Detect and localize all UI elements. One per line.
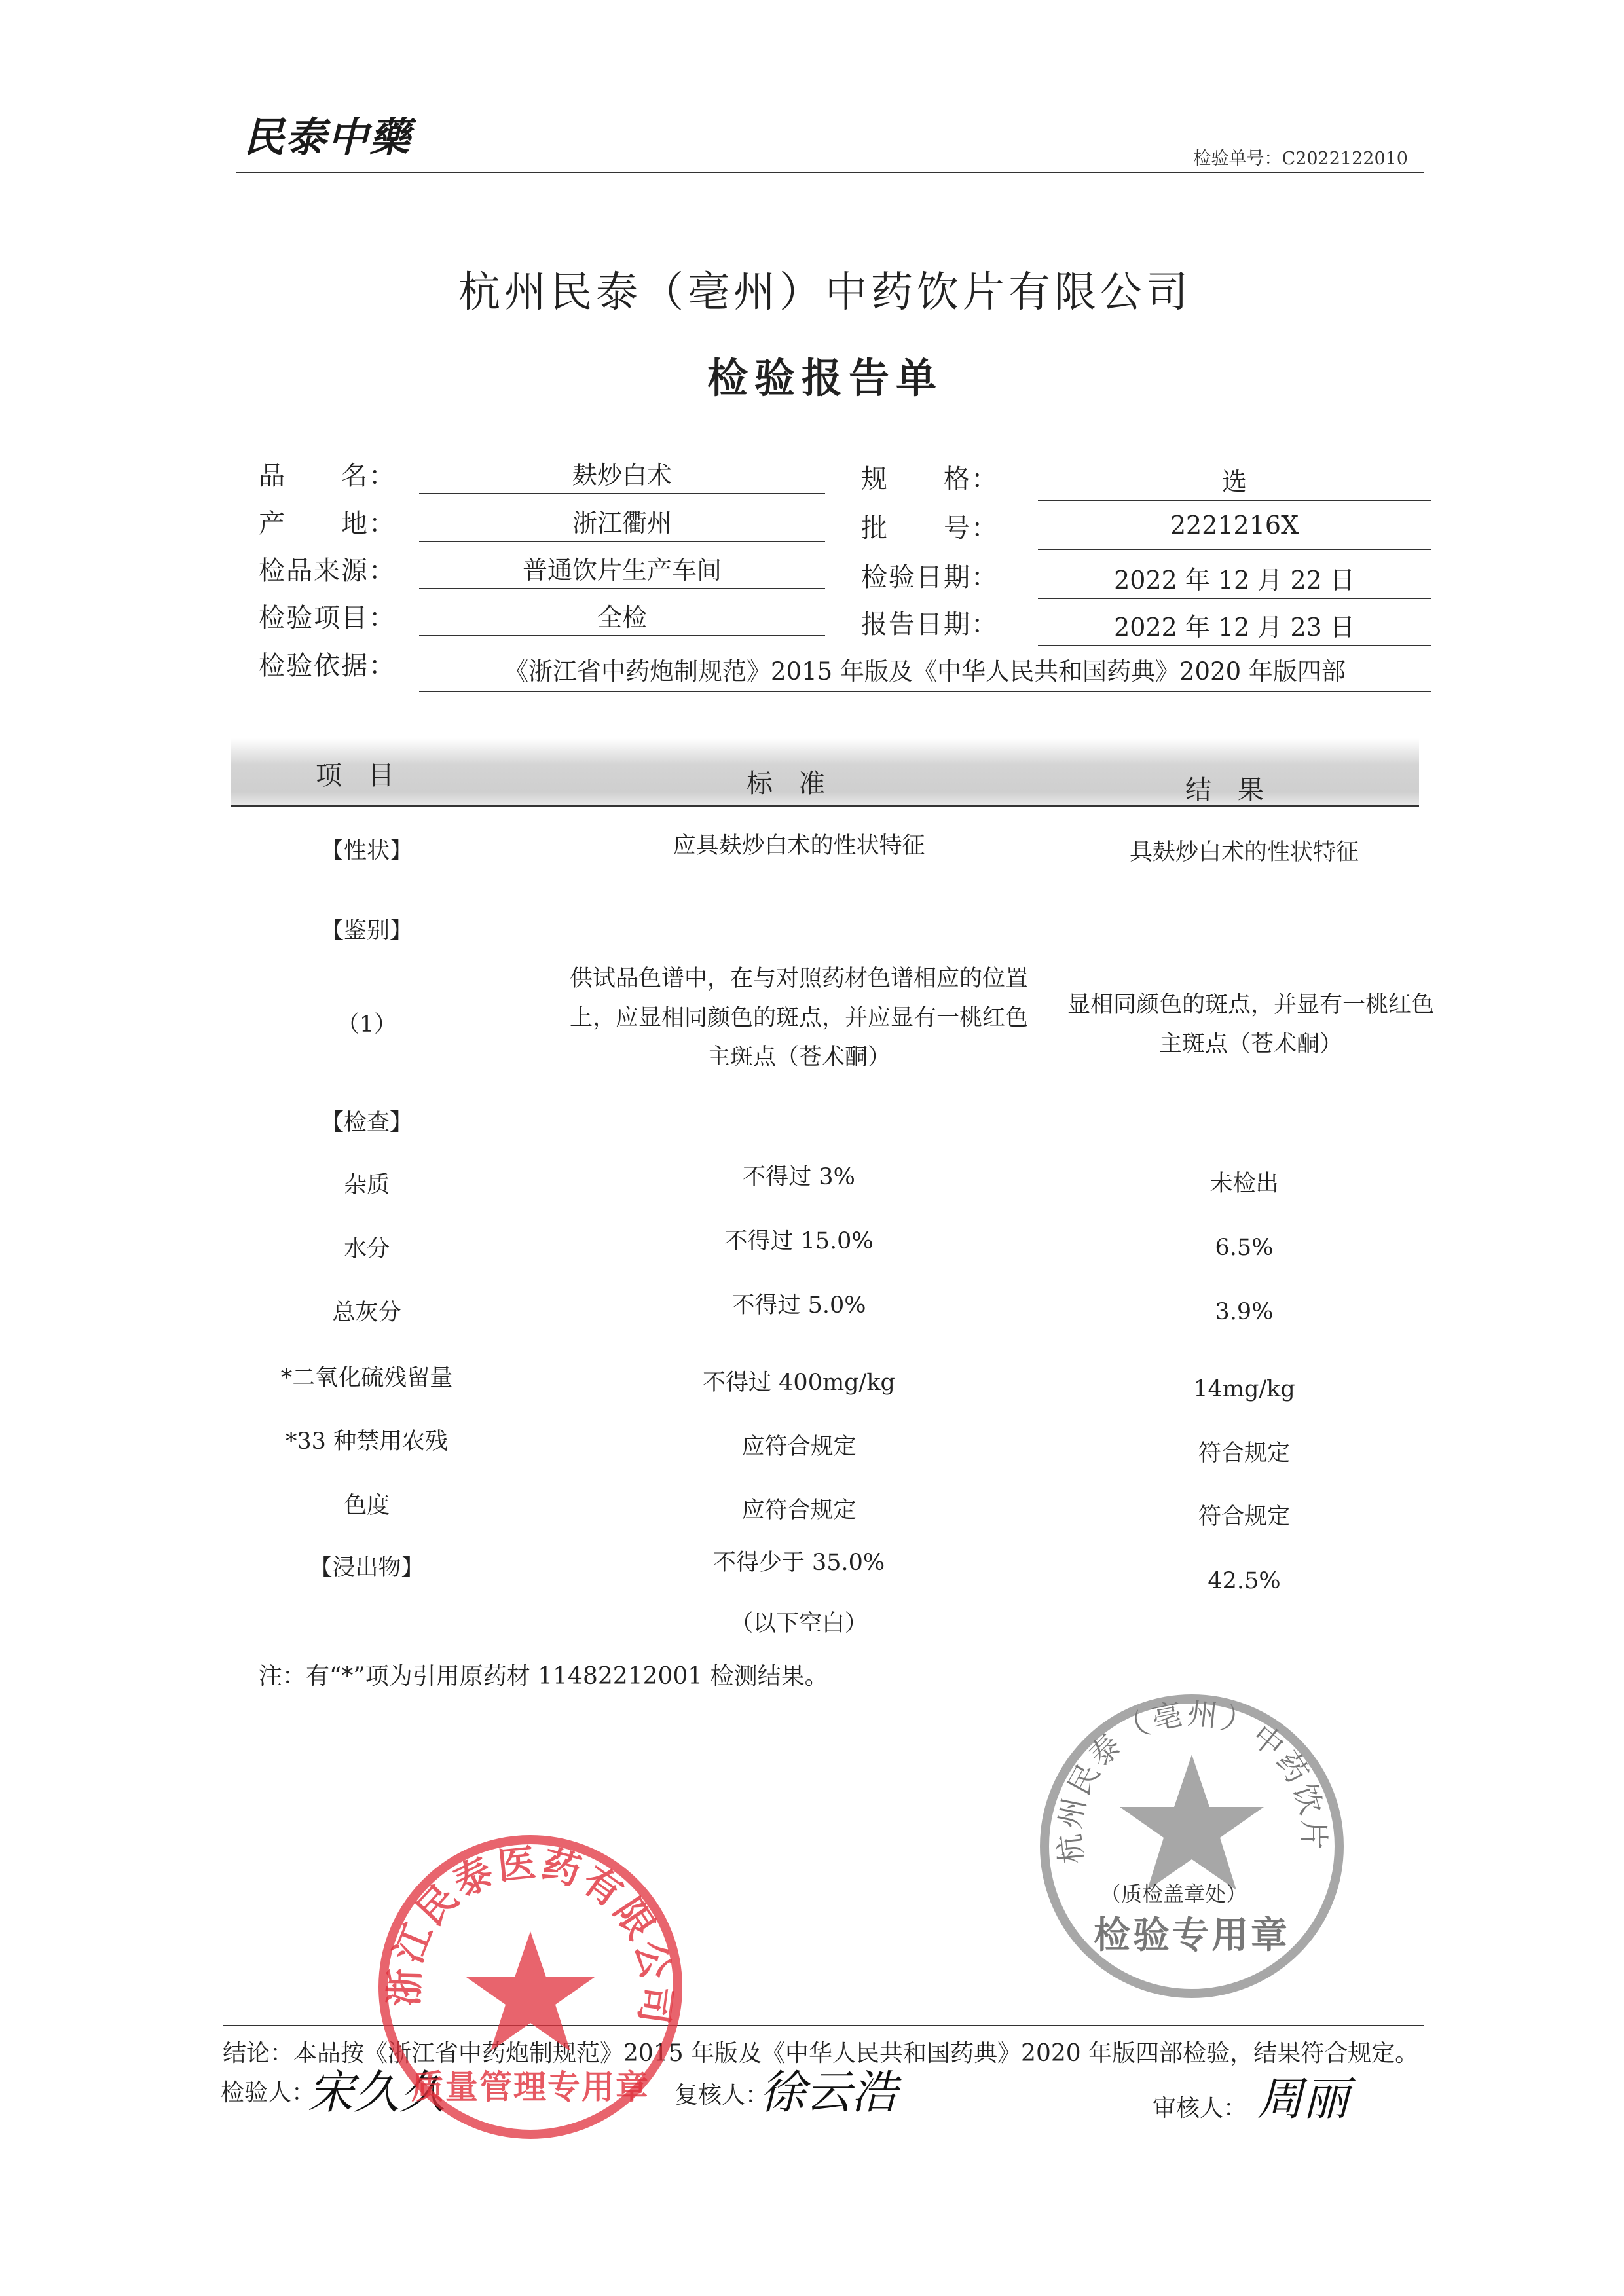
row-color-result: 符合规定 — [1198, 1504, 1290, 1530]
row-identification-item: 【鉴别】 — [320, 918, 413, 944]
test-date-value: 2022 年 12 月 22 日 — [1038, 560, 1431, 599]
items-label: 检验项目： — [259, 603, 396, 633]
inspector-signature: 宋久久 — [308, 2066, 445, 2119]
row-moisture-standard: 不得过 15.0% — [724, 1228, 874, 1254]
row-extract-standard: 不得少于 35.0% — [712, 1550, 885, 1576]
row-pesticide-result: 符合规定 — [1198, 1440, 1290, 1467]
row-pesticide-standard: 应符合规定 — [741, 1434, 857, 1460]
test-date-label: 检验日期： — [861, 562, 999, 592]
row-ash-result: 3.9% — [1215, 1299, 1274, 1325]
qc-stamp — [1038, 1692, 1346, 2000]
reviewer-signature: 徐云浩 — [760, 2066, 897, 2119]
header-rule — [236, 172, 1424, 173]
row-ash-item: 总灰分 — [332, 1300, 401, 1326]
footnote: 注：有“*”项为引用原药材 11482212001 检测结果。 — [259, 1663, 828, 1690]
product-name-value: 麸炒白术 — [419, 455, 825, 494]
row-appearance-item: 【性状】 — [320, 838, 413, 864]
qc-stamp-graphic — [1038, 1692, 1346, 2000]
spec-label: 规 格： — [861, 464, 999, 494]
company-logo: 民泰中藥 — [244, 113, 412, 161]
source-label: 检品来源： — [259, 556, 396, 586]
row-identification-1-result: 显相同颜色的斑点，并显有一桃红色主斑点（苍术酮） — [1067, 992, 1435, 1057]
qa-stamp-outer-text: 浙江民泰医药有限公司 — [382, 1840, 680, 2030]
row-extract-result: 42.5% — [1208, 1568, 1281, 1594]
row-moisture-item: 水分 — [343, 1236, 390, 1262]
row-pesticide-item: *33 种禁用农残 — [285, 1429, 449, 1455]
row-so2-standard: 不得过 400mg/kg — [703, 1370, 895, 1396]
conclusion: 结论：本品按《浙江省中药炮制规范》2015 年版及《中华人民共和国药典》2020 年版四部检验，结果符合规定。 — [223, 2040, 1419, 2067]
qc-stamp-inner-text: 检验专用章 — [1094, 1914, 1290, 1957]
qc-stamp-caption: （质检盖章处） — [1100, 1882, 1247, 1906]
row-identification-1-item: （1） — [336, 1011, 397, 1038]
report-number-label: 检验单号： — [1193, 149, 1282, 169]
batch-label: 批 号： — [861, 513, 999, 543]
row-appearance-result: 具麸炒白术的性状特征 — [1129, 839, 1359, 866]
row-ash-standard: 不得过 5.0% — [731, 1292, 866, 1319]
row-impurity-standard: 不得过 3% — [743, 1164, 855, 1190]
row-identification-1-standard: 供试品色谱中，在与对照药材色谱相应的位置上，应显相同颜色的斑点，并应显有一桃红色主斑点（苍术酮） — [570, 966, 1029, 1070]
header-result: 结果 — [1185, 775, 1290, 805]
batch-value: 2221216X — [1038, 511, 1431, 550]
row-impurity-item: 杂质 — [343, 1172, 390, 1198]
qa-stamp — [377, 1833, 684, 2141]
header-standard: 标准 — [747, 769, 851, 799]
row-color-item: 色度 — [343, 1493, 390, 1519]
row-inspection-item: 【检查】 — [320, 1110, 413, 1136]
row-so2-result: 14mg/kg — [1193, 1376, 1295, 1402]
row-so2-item: *二氧化硫残留量 — [280, 1365, 453, 1391]
basis-value: 《浙江省中药炮制规范》2015 年版及《中华人民共和国药典》2020 年版四部 — [419, 651, 1431, 692]
product-name-label: 品 名： — [259, 461, 396, 491]
report-number — [1194, 144, 1408, 170]
approver-label: 审核人： — [1153, 2095, 1247, 2122]
row-color-standard: 应符合规定 — [741, 1497, 857, 1523]
qa-stamp-graphic — [377, 1833, 684, 2141]
qc-stamp-outer-text: 杭州民泰（亳州）中药饮片 — [1051, 1695, 1332, 1866]
qa-stamp-inner-text: 质量管理专用章 — [411, 2068, 650, 2106]
reviewer-label: 复核人： — [674, 2082, 769, 2109]
row-moisture-result: 6.5% — [1215, 1235, 1274, 1261]
report-number-value: C2022122010 — [1282, 149, 1408, 169]
basis-label: 检验依据： — [259, 651, 396, 681]
items-value: 全检 — [419, 597, 825, 636]
origin-value: 浙江衢州 — [419, 503, 825, 542]
report-date-label: 报告日期： — [861, 610, 999, 640]
inspector-label: 检验人： — [221, 2079, 316, 2106]
row-appearance-standard: 应具麸炒白术的性状特征 — [673, 833, 925, 859]
blank-below: （以下空白） — [729, 1611, 868, 1637]
row-impurity-result: 未检出 — [1209, 1171, 1279, 1197]
approver-signature: 周丽 — [1257, 2072, 1349, 2126]
source-value: 普通饮片生产车间 — [419, 550, 825, 589]
origin-label: 产 地： — [259, 509, 396, 539]
company-name: 杭州民泰（亳州）中药饮片有限公司 — [458, 268, 1192, 317]
document-title: 检验报告单 — [707, 354, 943, 402]
header-item: 项目 — [316, 761, 420, 791]
row-extract-item: 【浸出物】 — [309, 1555, 424, 1581]
spec-value: 选 — [1038, 462, 1431, 501]
report-date-value: 2022 年 12 月 23 日 — [1038, 607, 1431, 646]
